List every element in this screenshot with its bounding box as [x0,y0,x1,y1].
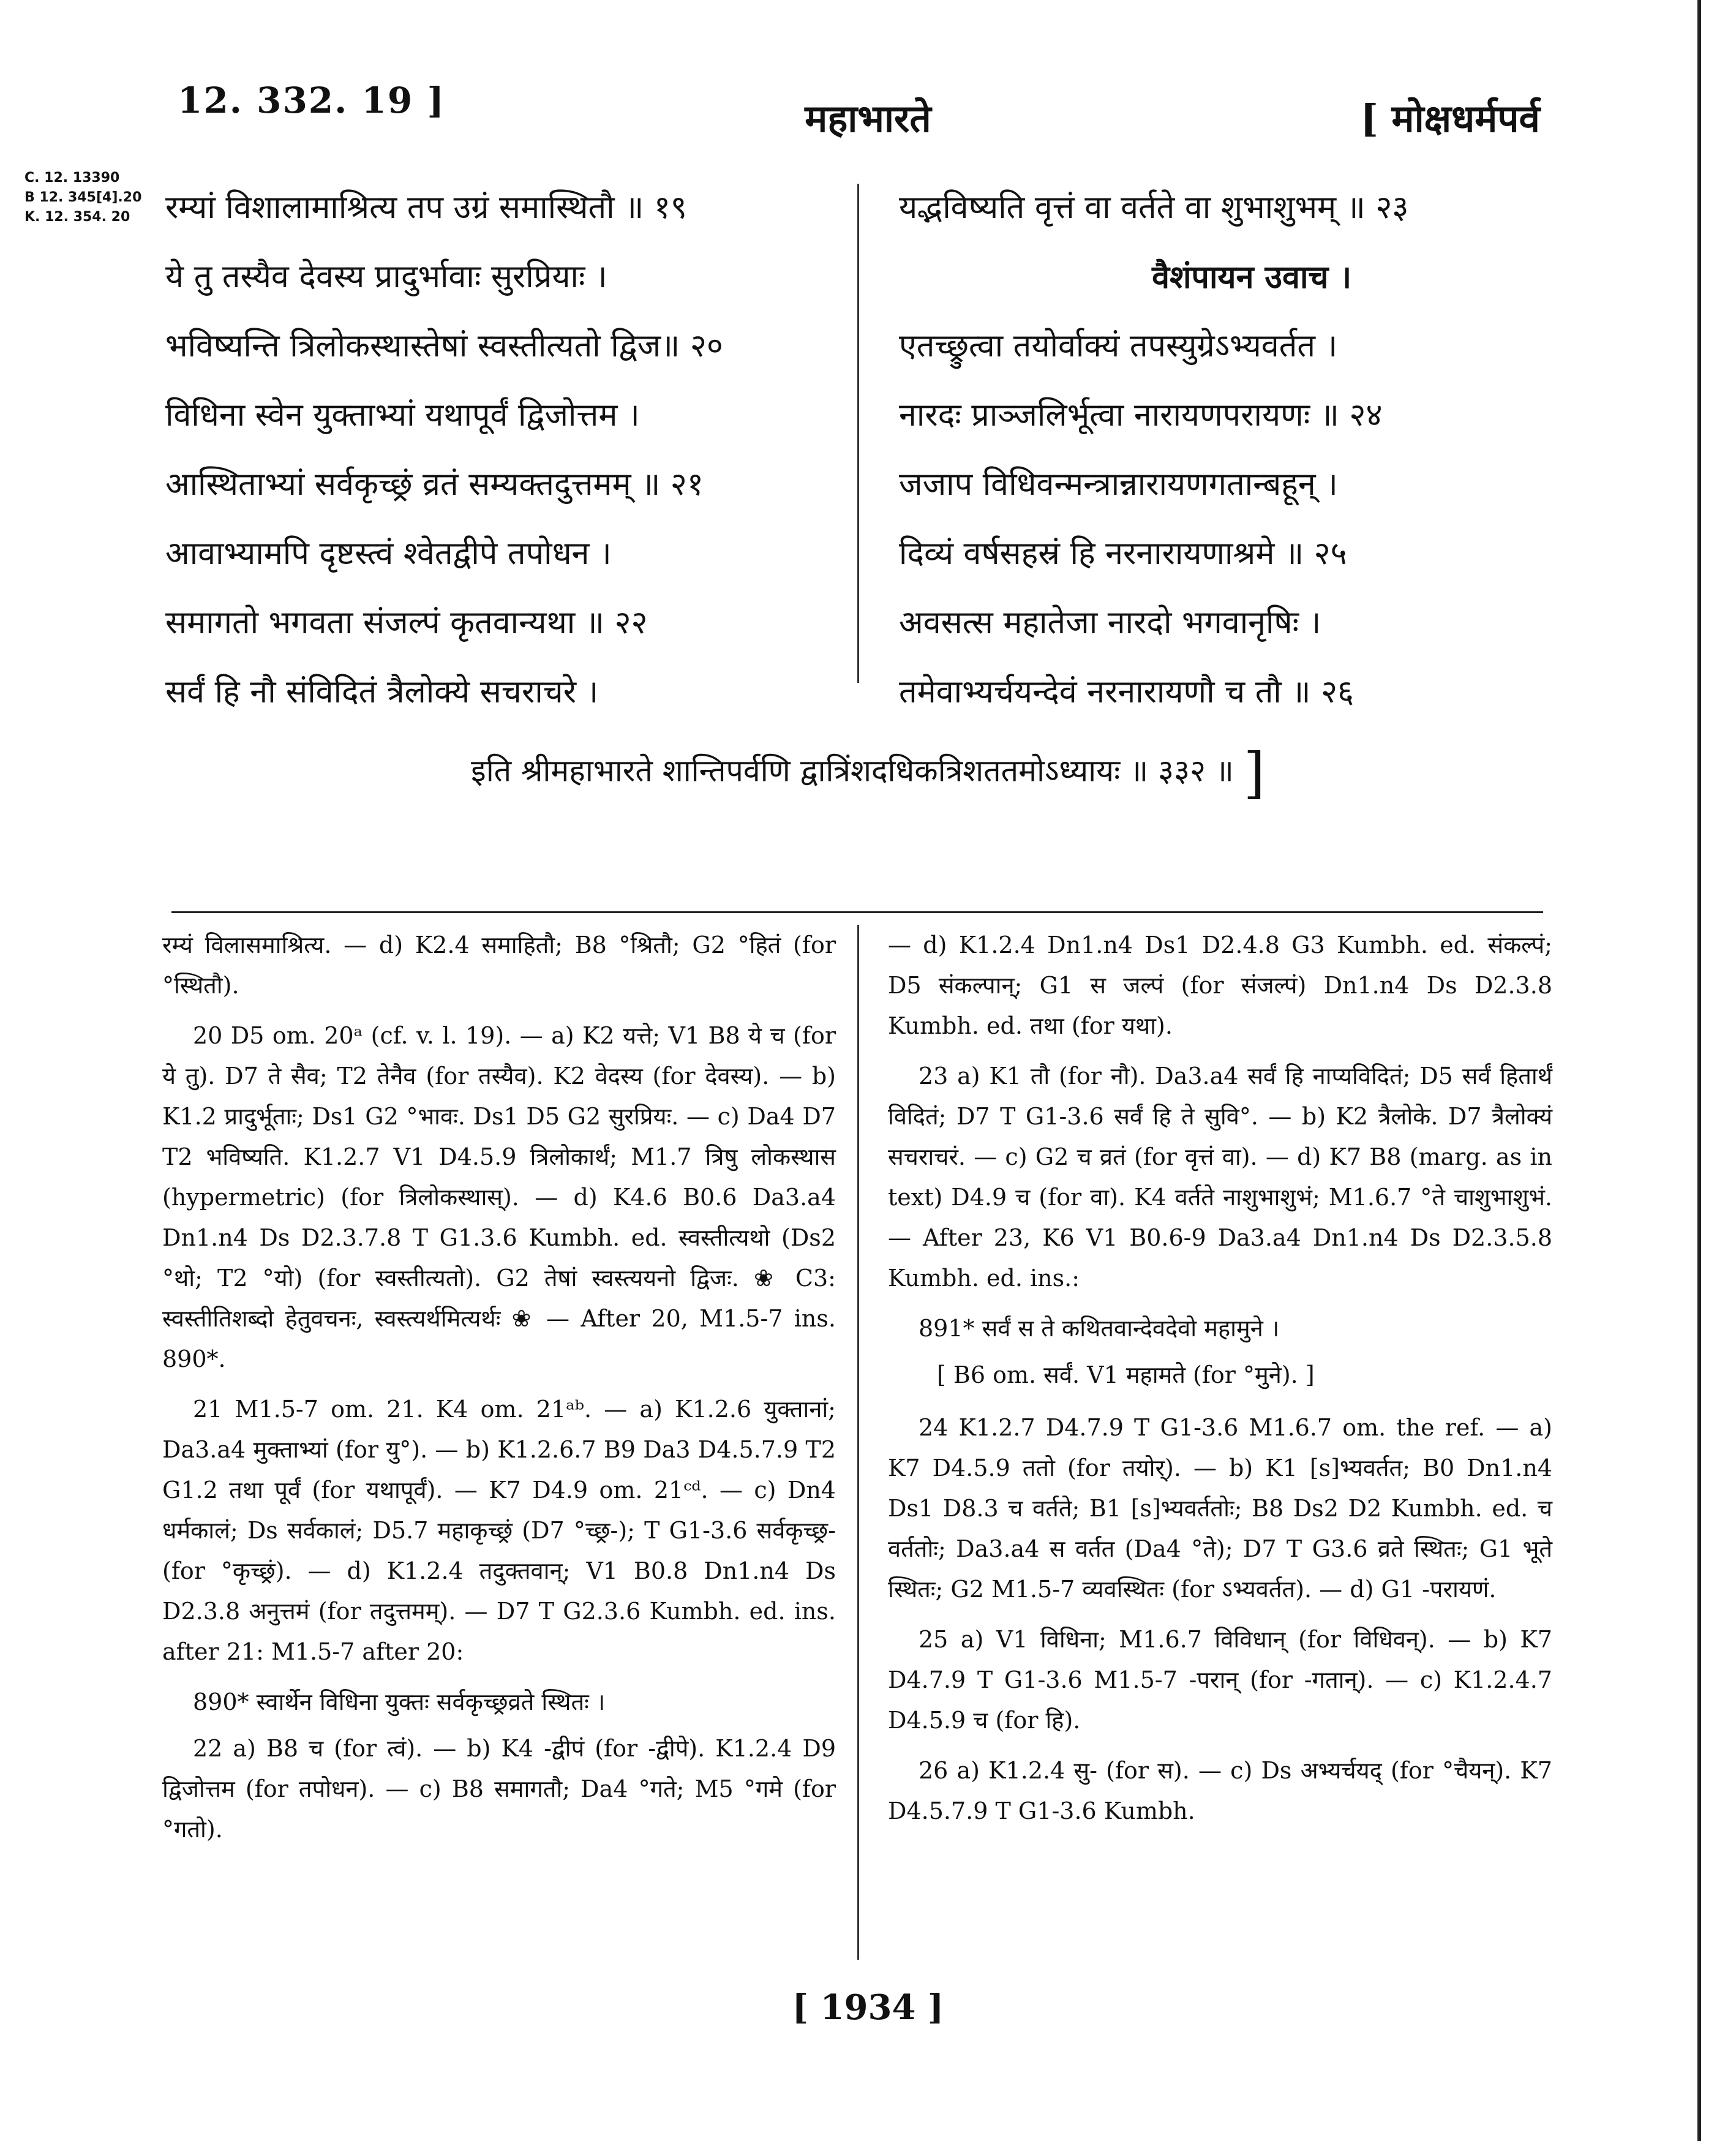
concordance-references [24,168,141,227]
verse-column-right [899,173,1408,727]
running-head-title: महाभारते [805,96,931,141]
running-head-reference: 12. 332. 19 ] [178,80,445,121]
apparatus-column-right [888,925,1552,1841]
verse-line: तमेवाभ्यर्चयन्देवं नरनारायणौ च तौ ॥ २६ [899,674,1355,710]
additional-passage-note: [ B6 om. सर्वं. V1 महामते (for °मुने). ] [937,1361,1315,1388]
verse-line: दिव्यं वर्षसहस्रं हि नरनारायणाश्रमे ॥ २५ [899,535,1347,572]
apparatus-column-divider [857,925,859,1960]
colophon-text: इति श्रीमहाभारते शान्तिपर्वणि द्वात्रिंशदधिकत्रिशततमोऽध्यायः ॥ ३३२ ॥ [471,753,1234,789]
verse-line: आवाभ्यामपि दृष्टस्त्वं श्वेतद्वीपे तपोधन । [165,535,612,572]
verse-line: रम्यां विशालामाश्रित्य तप उग्रं समास्थितौ ॥ १९ [165,189,687,226]
apparatus-column-left [162,925,836,1859]
verse-line: ये तु तस्यैव देवस्य प्रादुर्भावाः सुरप्रियाः । [165,258,607,295]
page-edge-line [1697,0,1701,2141]
verse-line: सर्वं हि नौ संविदितं त्रैलोक्ये सचराचरे । [165,674,599,710]
apparatus-entry: — d) K1.2.4 Dn1.n4 Ds1 D2.4.8 G3 Kumbh. ed. संकल्पं; D5 संकल्पान्; G1 स जल्पं (for संजल्पं) Dn1.n4 Ds D2.3.8 Kumbh. ed. तथा (for यथा). [888,931,1552,1039]
verse-line: जजाप विधिवन्मन्त्रान्नारायणगतान्बहून् । [899,466,1338,503]
speaker-heading: वैशंपायन उवाच । [1152,258,1352,296]
verse-line: विधिना स्वेन युक्ताभ्यां यथापूर्वं द्विजोत्तम । [165,397,640,434]
apparatus-entry: 26 a) K1.2.4 सु- (for स). — c) Ds अभ्यर्चयद् (for °चैयन्). K7 D4.5.7.9 T G1-3.6 Kumbh. [888,1757,1552,1824]
colophon-bracket: ] [1243,741,1265,805]
verse-line: नारदः प्राञ्जलिर्भूत्वा नारायणपरायणः ॥ २४ [899,397,1383,434]
apparatus-entry: 25 a) V1 विधिना; M1.6.7 विविधान् (for विधिवन्). — b) K7 D4.7.9 T G1-3.6 M1.5-7 -परान् (for -गतान्). — c) K1.2.4.7 D4.5.9 च (for हि). [888,1626,1552,1734]
verse-line: समागतो भगवता संजल्पं कृतवान्यथा ॥ २२ [165,604,648,641]
verse-column-divider [857,184,859,683]
apparatus-entry: 20 D5 om. 20ᵃ (cf. v. l. 19). — a) K2 यत्ते; V1 B8 ये च (for ये तु). D7 ते सैव; T2 तेनैव (for तस्यैव). K2 वेदस्य (for देवस्य). — b) K1.2 प्रादुर्भूताः; Ds1 G2 °भावः. Ds1 D5 G2 सुरप्रियः. — c) Da4 D7 T2 भविष्यति. K1.2.7 V1 D4.5.9 त्रिलोकार्थं; M1.7 त्रिषु लोकस्थास (hypermetric) (for त्रिलोकस्थास्). — d) K4.6 B0.6 Da3.a4 Dn1.n4 Ds D2.3.7.8 T G1.3.6 Kumbh. ed. स्वस्तीत्यथो (Ds2 °थो; T2 °यो) (for स्वस्तीत्यतो). G2 तेषां स्वस्त्ययनो द्विजः. ❀ C3: स्वस्तीतिशब्दो हेतुवचनः, स्वस्त्यर्थमित्यर्थः ❀ — After 20, M1.5-7 ins. 890*. [162,1022,836,1372]
running-head-section: [ मोक्षधर्मपर्व [1360,96,1540,141]
apparatus-entry: 22 a) B8 च (for त्वं). — b) K4 -द्वीपं (for -द्वीपे). K1.2.4 D9 द्विजोत्तम (for तपोधन). — c) B8 समागतौ; Da4 °गते; M5 °गमे (for °गतो). [162,1735,836,1843]
additional-passage: 890* स्वार्थेन विधिना युक्तः सर्वकृच्छ्रव्रते स्थितः । [193,1688,606,1715]
verse-line: आस्थिताभ्यां सर्वकृच्छ्रं व्रतं सम्यक्तदुत्तमम् ॥ २१ [165,466,704,503]
page-number: [ 1934 ] [792,1987,944,2028]
verse-line: अवसत्स महातेजा नारदो भगवानृषिः । [899,604,1321,641]
concordance-ref: K. 12. 354. 20 [24,209,130,225]
verse-line: यद्भविष्यति वृत्तं वा वर्तते वा शुभाशुभम् ॥ २३ [899,189,1409,226]
apparatus-entry: 24 K1.2.7 D4.7.9 T G1-3.6 M1.6.7 om. the ref. — a) K7 D4.5.9 ततो (for तयोर्). — b) K1 [s]भ्यवर्तत; B0 Dn1.n4 Ds1 D8.3 च वर्तते; B1 [s]भ्यवर्ततोः; B8 Ds2 D2 Kumbh. ed. च वर्ततोः; Da3.a4 स वर्तत (Da4 °ते); D7 T G3.6 व्रते स्थितः; G1 भूते स्थितः; G2 M1.5-7 व्यवस्थितः (for ऽभ्यवर्तत). — d) G1 -परायणं. [888,1414,1552,1603]
concordance-ref: B 12. 345[4].20 [24,190,142,205]
verse-line: भविष्यन्ति त्रिलोकस्थास्तेषां स्वस्तीत्यतो द्विज॥ २० [165,328,723,364]
apparatus-separator [171,911,1543,913]
concordance-ref: C. 12. 13390 [24,170,120,186]
apparatus-entry: 23 a) K1 तौ (for नौ). Da3.a4 सर्वं हि नाप्यविदितं; D5 सर्वं हितार्थं विदितं; D7 T G1-3.6 सर्वं हि ते सुवि°. — b) K2 त्रैलोके. D7 त्रैलोक्यं सचराचरं. — c) G2 च व्रतं (for वृत्तं वा). — d) K7 B8 (marg. as in text) D4.9 च (for वा). K4 वर्तते नाशुभाशुभं; M1.6.7 °ते चाशुभाशुभं. — After 23, K6 V1 B0.6-9 Da3.a4 Dn1.n4 Ds D2.3.5.8 Kumbh. ed. ins.: [888,1063,1552,1292]
apparatus-entry: रम्यं विलासमाश्रित्य. — d) K2.4 समाहितौ; B8 °श्रितौ; G2 °हितं (for °स्थितौ). [162,931,836,999]
verse-line: एतच्छ्रुत्वा तयोर्वाक्यं तपस्युग्रेऽभ्यवर्तत । [899,328,1338,364]
verse-column-left [165,173,723,727]
additional-passage: 891* सर्वं स ते कथितवान्देवदेवो महामुने । [919,1315,1280,1342]
apparatus-entry: 21 M1.5-7 om. 21. K4 om. 21ᵃᵇ. — a) K1.2.6 युक्तानां; Da3.a4 मुक्ताभ्यां (for यु°). — b) K1.2.6.7 B9 Da3 D4.5.7.9 T2 G1.2 तथा पूर्वं (for यथापूर्वं). — K7 D4.9 om. 21ᶜᵈ. — c) Dn4 धर्मकालं; Ds सर्वकालं; D5.7 महाकृच्छ्रं (D7 °च्छ्र-); T G1-3.6 सर्वकृच्छ्र- (for °कृच्छ्रं). — d) K1.2.4 तदुक्तवान्; V1 B0.8 Dn1.n4 Ds D2.3.8 अनुत्तमं (for तदुत्तमम्). — D7 T G2.3.6 Kumbh. ed. ins. after 21: M1.5-7 after 20: [162,1396,836,1665]
chapter-colophon [0,741,1736,805]
